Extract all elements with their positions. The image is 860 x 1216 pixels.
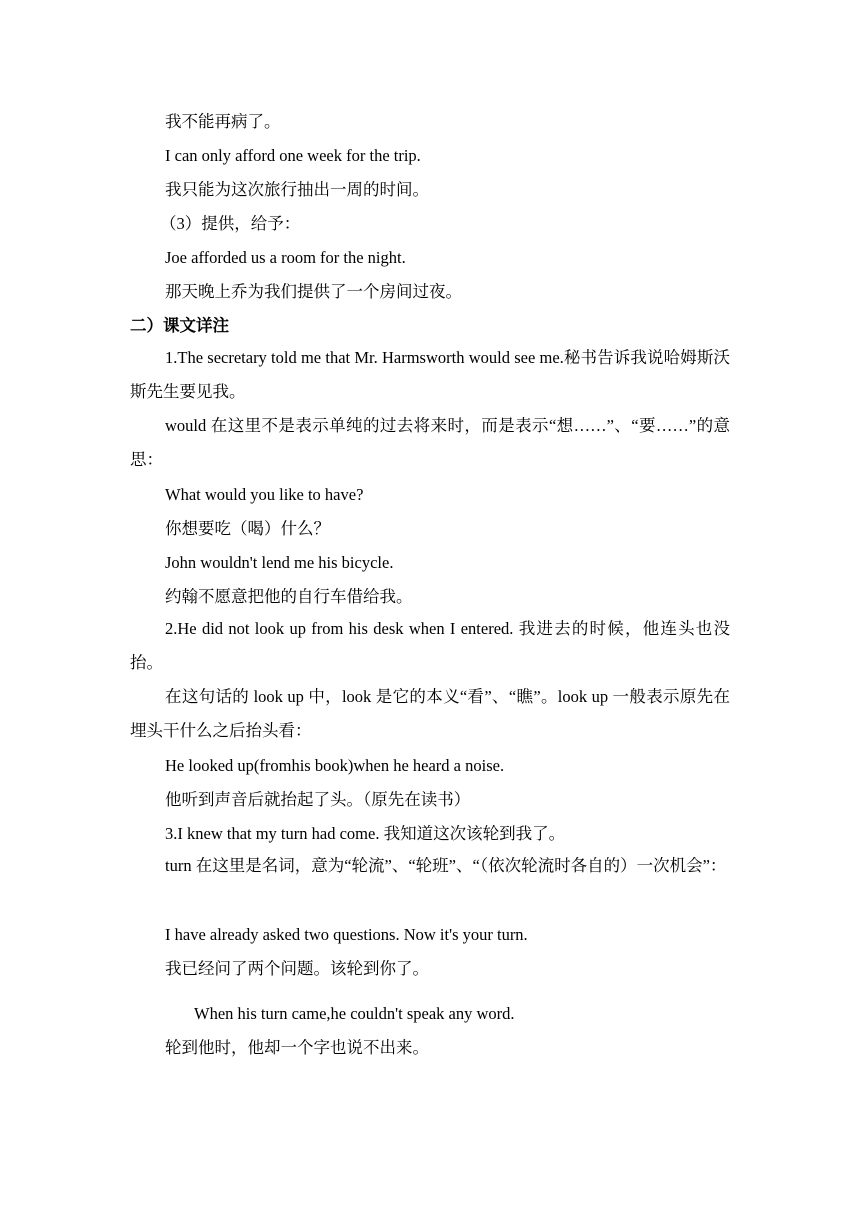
note-paragraph: turn 在这里是名词，意为“轮流”、“轮班”、“（依次轮流时各自的）一次机会”： [165, 856, 727, 875]
example-sentence: I can only afford one week for the trip. [165, 146, 421, 165]
example-sentence: What would you like to have? [165, 485, 364, 504]
note-paragraph: would 在这里不是表示单纯的过去将来时，而是表示“想……”、“要……”的意思： [130, 416, 730, 469]
translation-line: 他听到声音后就抬起了头。（原先在读书） [165, 790, 471, 809]
note-heading: 3.I knew that my turn had come. 我知道这次该轮到我了。 [165, 824, 566, 843]
translation-line: 轮到他时，他却一个字也说不出来。 [165, 1038, 429, 1057]
example-sentence: He looked up(fromhis book)when he heard a noise. [165, 756, 505, 775]
translation-line: 我只能为这次旅行抽出一周的时间。 [165, 180, 429, 199]
example-sentence: Joe afforded us a room for the night. [165, 248, 406, 267]
note-paragraph: 2.He did not look up from his desk when I entered. 我进去的时候，他连头也没抬。 [130, 619, 730, 672]
example-sentence: I have already asked two questions. Now it's your turn. [165, 925, 528, 944]
text-line: 我不能再病了。 [165, 112, 281, 131]
example-sentence: John wouldn't lend me his bicycle. [165, 553, 394, 572]
note-paragraph: 在这句话的 look up 中，look 是它的本义“看”、“瞧”。look up 一般表示原先在埋头干什么之后抬头看： [130, 687, 730, 740]
sense-heading: （3）提供，给予： [160, 214, 301, 233]
translation-line: 约翰不愿意把他的自行车借给我。 [165, 587, 413, 606]
translation-line: 我已经问了两个问题。该轮到你了。 [165, 959, 429, 978]
note-paragraph: 1.The secretary told me that Mr. Harmsworth would see me.秘书告诉我说哈姆斯沃斯先生要见我。 [130, 348, 730, 401]
translation-line: 你想要吃（喝）什么？ [165, 519, 330, 538]
section-heading: 二）课文详注 [130, 316, 229, 335]
example-sentence: When his turn came,he couldn't speak any word. [194, 1004, 515, 1023]
translation-line: 那天晚上乔为我们提供了一个房间过夜。 [165, 282, 462, 301]
